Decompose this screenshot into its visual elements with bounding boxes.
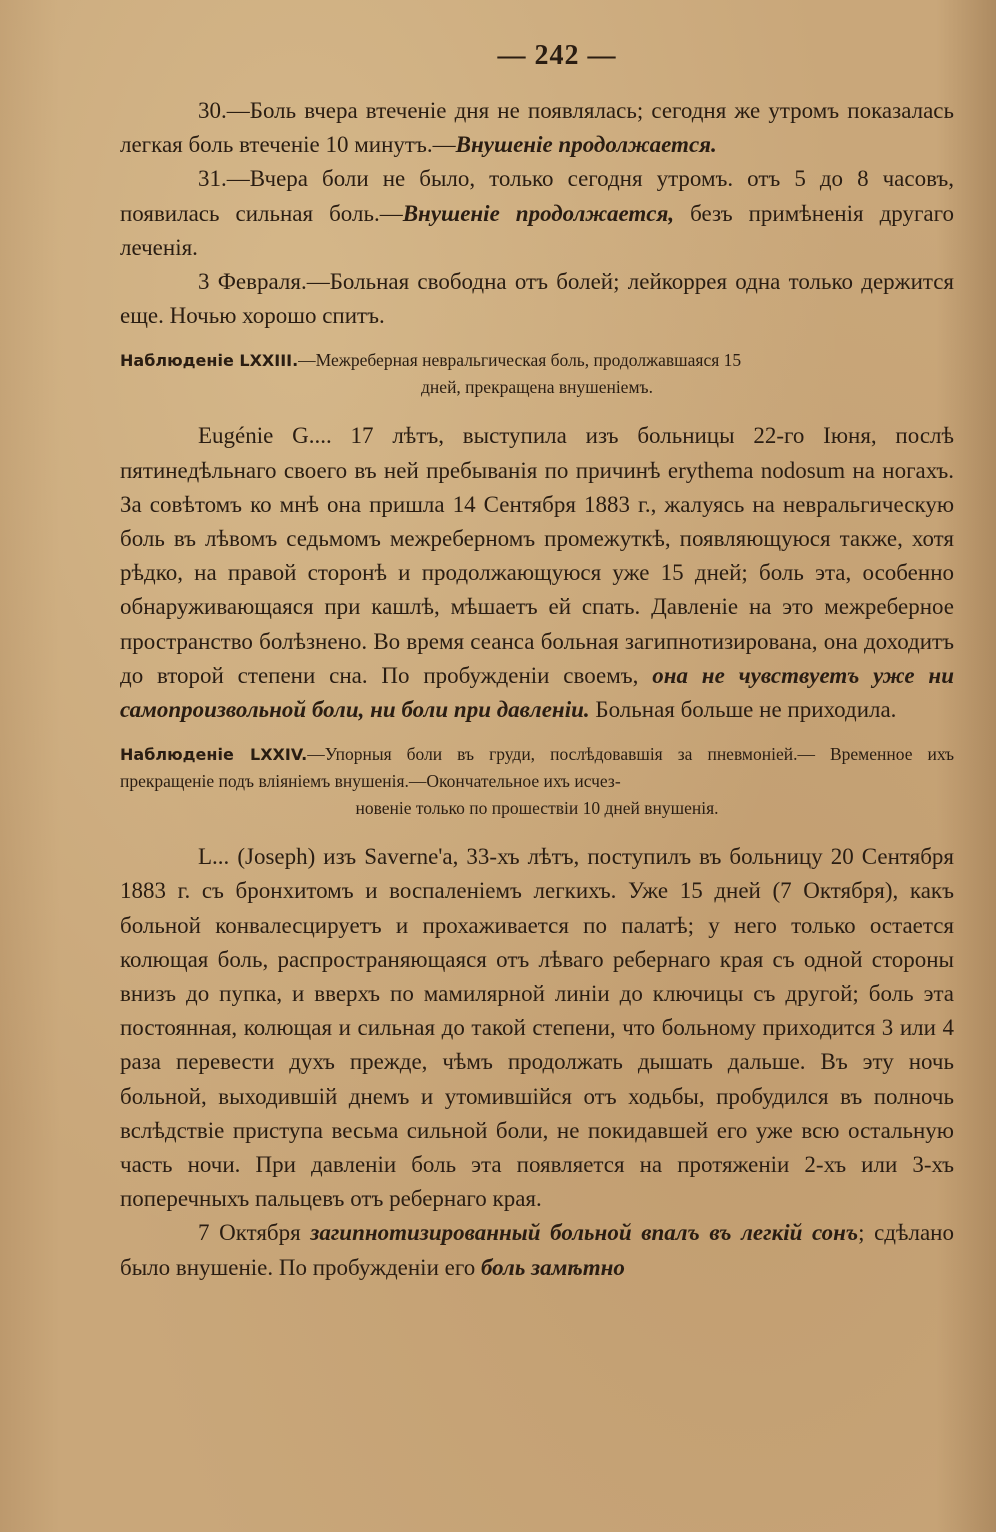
italic-text: она не чувствуетъ уже ни самопроизвольной боли, ни боли при давленіи. (120, 662, 954, 723)
italic-text: боль замѣтно (480, 1254, 625, 1280)
paragraph-text: 30.—Боль вчера втеченіе дня не появлялась; сегодня же утромъ показалась легкая боль втеченіе 10 минутъ.— (120, 98, 954, 158)
paragraph-february-3 (120, 265, 954, 333)
paragraph-text: Больная больше не приходила. (589, 697, 897, 723)
page-number: — 242 — (497, 40, 617, 71)
paragraph-text: 31.—Вчера боли не было, только сегодня утромъ. отъ 5 до 8 часовъ, появилась сильная боль.— (120, 166, 954, 226)
observation-summary: —Межреберная невральгическая боль, продолжавшаяся 15 (298, 350, 742, 371)
paragraph-text: безъ примѣненія другаго леченія. (120, 200, 954, 260)
paragraph-text: 3 Февраля.—Больная свободна отъ болей; лейкоррея одна только держится еще. Ночью хорошо спитъ. (120, 269, 954, 329)
paragraph-text: 7 Октября (198, 1220, 311, 1246)
paragraph-text: ; сдѣлано было внушеніе. По пробужденіи его (120, 1220, 954, 1280)
paragraph-day-30 (120, 94, 954, 162)
italic-text: Внушеніе продолжается, (402, 200, 675, 226)
italic-text: загипнотизированный больной впалъ въ легкій сонъ (310, 1220, 859, 1246)
paragraph-eugenie-case (120, 419, 954, 727)
paragraph-text: Eugénie G.... 17 лѣтъ, выступила изъ больницы 22-го Іюня, послѣ пятинедѣльнаго своего въ ней пребыванія по причинѣ erythema nodosum на ногахъ. За совѣтомъ ко мнѣ она пришла 14 Сентября 1883 г., жалуясь на невральгическую боль въ лѣвомъ седьмомъ межреберномъ промежуткѣ, появляющуюся также, хотя рѣдко, на правой сторонѣ и продолжающуюся уже 15 дней; боль эта, особенно обнаруживающаяся при кашлѣ, мѣшаетъ ей спать. Давленіе на это межреберное пространство болѣзнено. Во время сеанса больная загипнотизирована, она доходитъ до второй степени сна. По пробужденіи своемъ, (120, 423, 954, 688)
observation-summary: —Упорныя боли въ груди, послѣдовавшія за пневмоніей.— Временное ихъ прекращеніе подъ вліяніемъ внушенія.—Окончательное ихъ исчез- (120, 744, 954, 792)
observation-73-heading (120, 347, 954, 401)
observation-summary-continued: новеніе только по прошествіи 10 дней внушенія. (355, 798, 719, 819)
paragraph-joseph-case (120, 840, 954, 1216)
observation-summary-continued: дней, прекращена внушеніемъ. (421, 377, 653, 398)
paragraph-text: L... (Joseph) изъ Saverne'а, 33-хъ лѣтъ, поступилъ въ больницу 20 Сентября 1883 г. съ бронхитомъ и воспаленіемъ легкихъ. Уже 15 дней (7 Октября), какъ больной конвалесцируетъ и прохаживается по палатѣ; у него только остается колющая боль, распространяющаяся отъ лѣваго ребернаго края съ одной стороны внизъ до пупка, и вверхъ по мамилярной линіи до ключицы съ другой; боль эта постоянная, колющая и сильная до такой степени, что больному приходится 3 или 4 раза перевести духъ прежде, чѣмъ продолжать дышать дальше. Въ эту ночь больной, выходившій днемъ и утомившійся отъ ходьбы, пробудился въ полночь вслѣдствіе приступа весьма сильной боли, не покидавшей его уже всю остальную часть ночи. При давленіи боль эта появляется на протяженіи 2-хъ или 3-хъ поперечныхъ пальцевъ отъ ребернаго края. (120, 844, 954, 1212)
observation-label: Наблюденіе LXXIV. (120, 745, 308, 765)
paragraph-day-31 (120, 162, 954, 265)
observation-label: Наблюденіе LXXIII. (120, 351, 299, 371)
observation-74-heading (120, 741, 954, 822)
italic-text: Внушеніе продолжается. (455, 132, 717, 158)
paragraph-october-7 (120, 1216, 954, 1284)
